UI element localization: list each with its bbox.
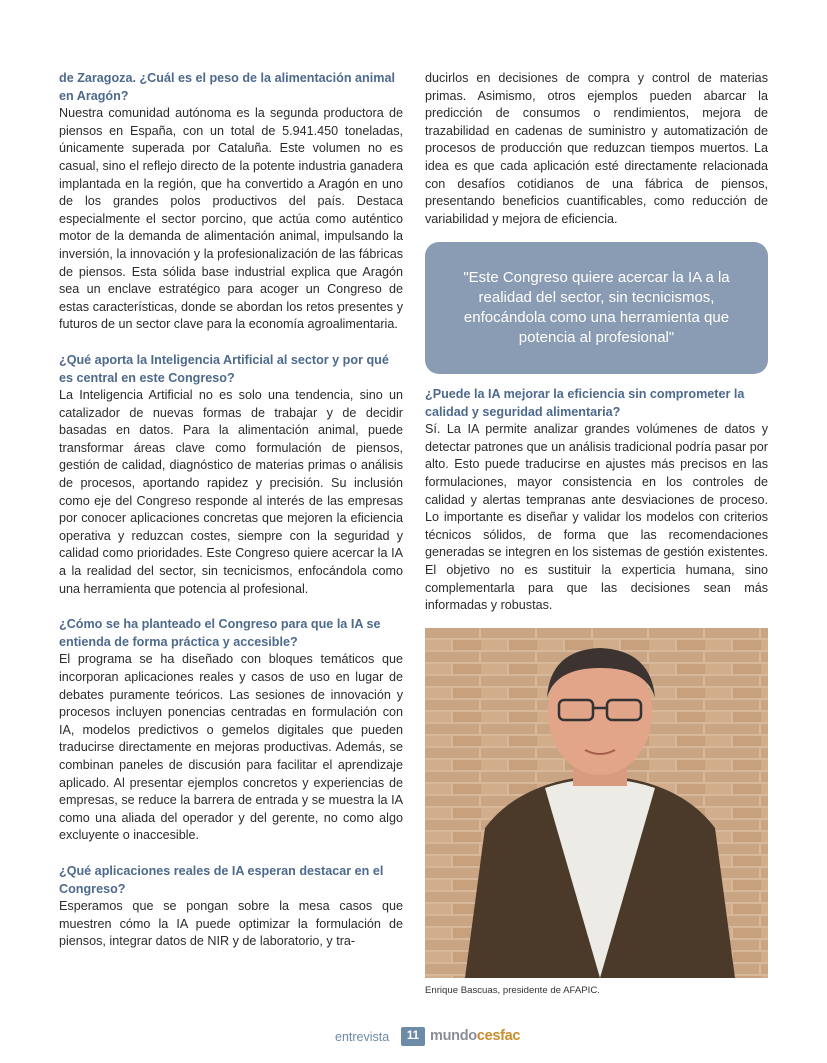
answer-paragraph: Esperamos que se pongan sobre la mesa casos que muestren cómo la IA puede optimizar la formulación de piensos, integrar datos de NIR y de laboratorio, y tra- — [59, 899, 403, 949]
logo-part-2: cesfac — [476, 1028, 521, 1044]
question-heading: ¿Qué aplicaciones reales de IA esperan destacar en el Congreso? — [59, 863, 384, 896]
portrait-photo — [425, 628, 768, 978]
pull-quote-text: "Este Congreso quiere acercar la IA a la realidad del sector, sin tecnicismos, enfocándola como una herramienta que potencia al profesional" — [463, 269, 730, 346]
left-column — [59, 70, 403, 951]
question-heading: ¿Cómo se ha planteado el Congreso para que la IA se entienda de forma práctica y accesible? — [59, 617, 381, 649]
right-column — [425, 70, 768, 228]
photo-caption: Enrique Bascuas, presidente de AFAPIC. — [425, 985, 600, 996]
right-column-lower — [425, 386, 768, 615]
question-heading: ¿Puede la IA mejorar la eficiencia sin comprometer la calidad y seguridad alimentaria? — [425, 387, 745, 419]
pull-quote — [425, 242, 768, 374]
magazine-logo — [430, 1028, 520, 1044]
page-footer — [0, 1027, 827, 1047]
portrait-illustration — [425, 628, 768, 978]
page-number: 11 — [401, 1027, 425, 1046]
answer-paragraph: ducirlos en decisiones de compra y control de materias primas. Asimismo, otros ejemplos pueden abarcar la predicción de consumos o rendimientos, mejora de trazabilidad en cadenas de suministro y automatización de procesos de producción que reduzcan tiempos muertos. La idea es que cada aplicación esté directamente relacionada con desafíos cotidianos de una fábrica de piensos, presentando beneficios cuantificables, como reducción de variabilidad y mejora de eficiencia. — [425, 71, 768, 226]
answer-paragraph: El programa se ha diseñado con bloques temáticos que incorporan aplicaciones reales y casos de uso en lugar de debates puramente teóricos. Las sesiones de innovación y procesos incluyen ponencias centradas en formulación con IA, modelos predictivos o gemelos digitales que pueden traducirse directamente en mejoras productivas. Además, se combinan paneles de discusión para facilitar el aprendizaje aplicado. Al presentar ejemplos concretos y experiencias de empresas, se reduce la barrera de entrada y se muestra la IA como una aliada del operador y del gerente, no como algo excluyente o inaccesible. — [59, 652, 403, 843]
answer-paragraph: Nuestra comunidad autónoma es la segunda productora de piensos en España, con un total de 5.941.450 toneladas, únicamente superada por Cataluña. Este volumen no es casual, sino el reflejo directo de la potente industria ganadera implantada en la región, que ha convertido a Aragón en uno de los grandes polos productivos del país. Destaca especialmente el sector porcino, que actúa como auténtico motor de la demanda de alimentación animal, impulsando la inversión, la innovación y la profesionalización de las fábricas de piensos. Esta sólida base industrial explica que Aragón sea un enclave estratégico para acoger un Congreso de estas características, donde se abordan los retos presentes y futuros de un sector clave para la economía agroalimentaria. — [59, 106, 403, 332]
section-label: entrevista — [335, 1030, 390, 1044]
question-heading: ¿Qué aporta la Inteligencia Artificial al sector y por qué es central en este Congreso? — [59, 352, 389, 385]
logo-part-1: mundo — [430, 1028, 477, 1044]
answer-paragraph: Sí. La IA permite analizar grandes volúmenes de datos y detectar patrones que un análisis tradicional podría pasar por alto. Esto puede traducirse en ajustes más precisos en las formulaciones, mayor consistencia en los controles de calidad y alertas tempranas ante desviaciones de proceso. Lo importante es diseñar y validar los modelos con criterios técnicos sólidos, de forma que las recomendaciones generadas se integren en los sistemas de gestión existentes. El objetivo no es sustituir la experticia humana, sino complementarla para que las decisiones sean más informadas y robustas. — [425, 422, 768, 613]
answer-paragraph: La Inteligencia Artificial no es solo una tendencia, sino un catalizador de nuevas formas de trabajar y de decidir basadas en datos. Para la alimentación animal, puede transformar áreas clave como formulación de piensos, gestión de calidad, diagnóstico de materias primas o análisis de procesos, aportando rapidez y precisión. Su inclusión como eje del Congreso responde al interés de las empresas por conocer aplicaciones concretas que mejoren la eficiencia operativa y reduzcan costes, siempre con la seguridad y calidad como prioridades. Este Congreso quiere acercar la IA a la realidad del sector, sin tecnicismos, enfocándola como una herramienta que potencia al profesional. — [59, 388, 403, 596]
question-heading: de Zaragoza. ¿Cuál es el peso de la alimentación animal en Aragón? — [59, 71, 395, 103]
